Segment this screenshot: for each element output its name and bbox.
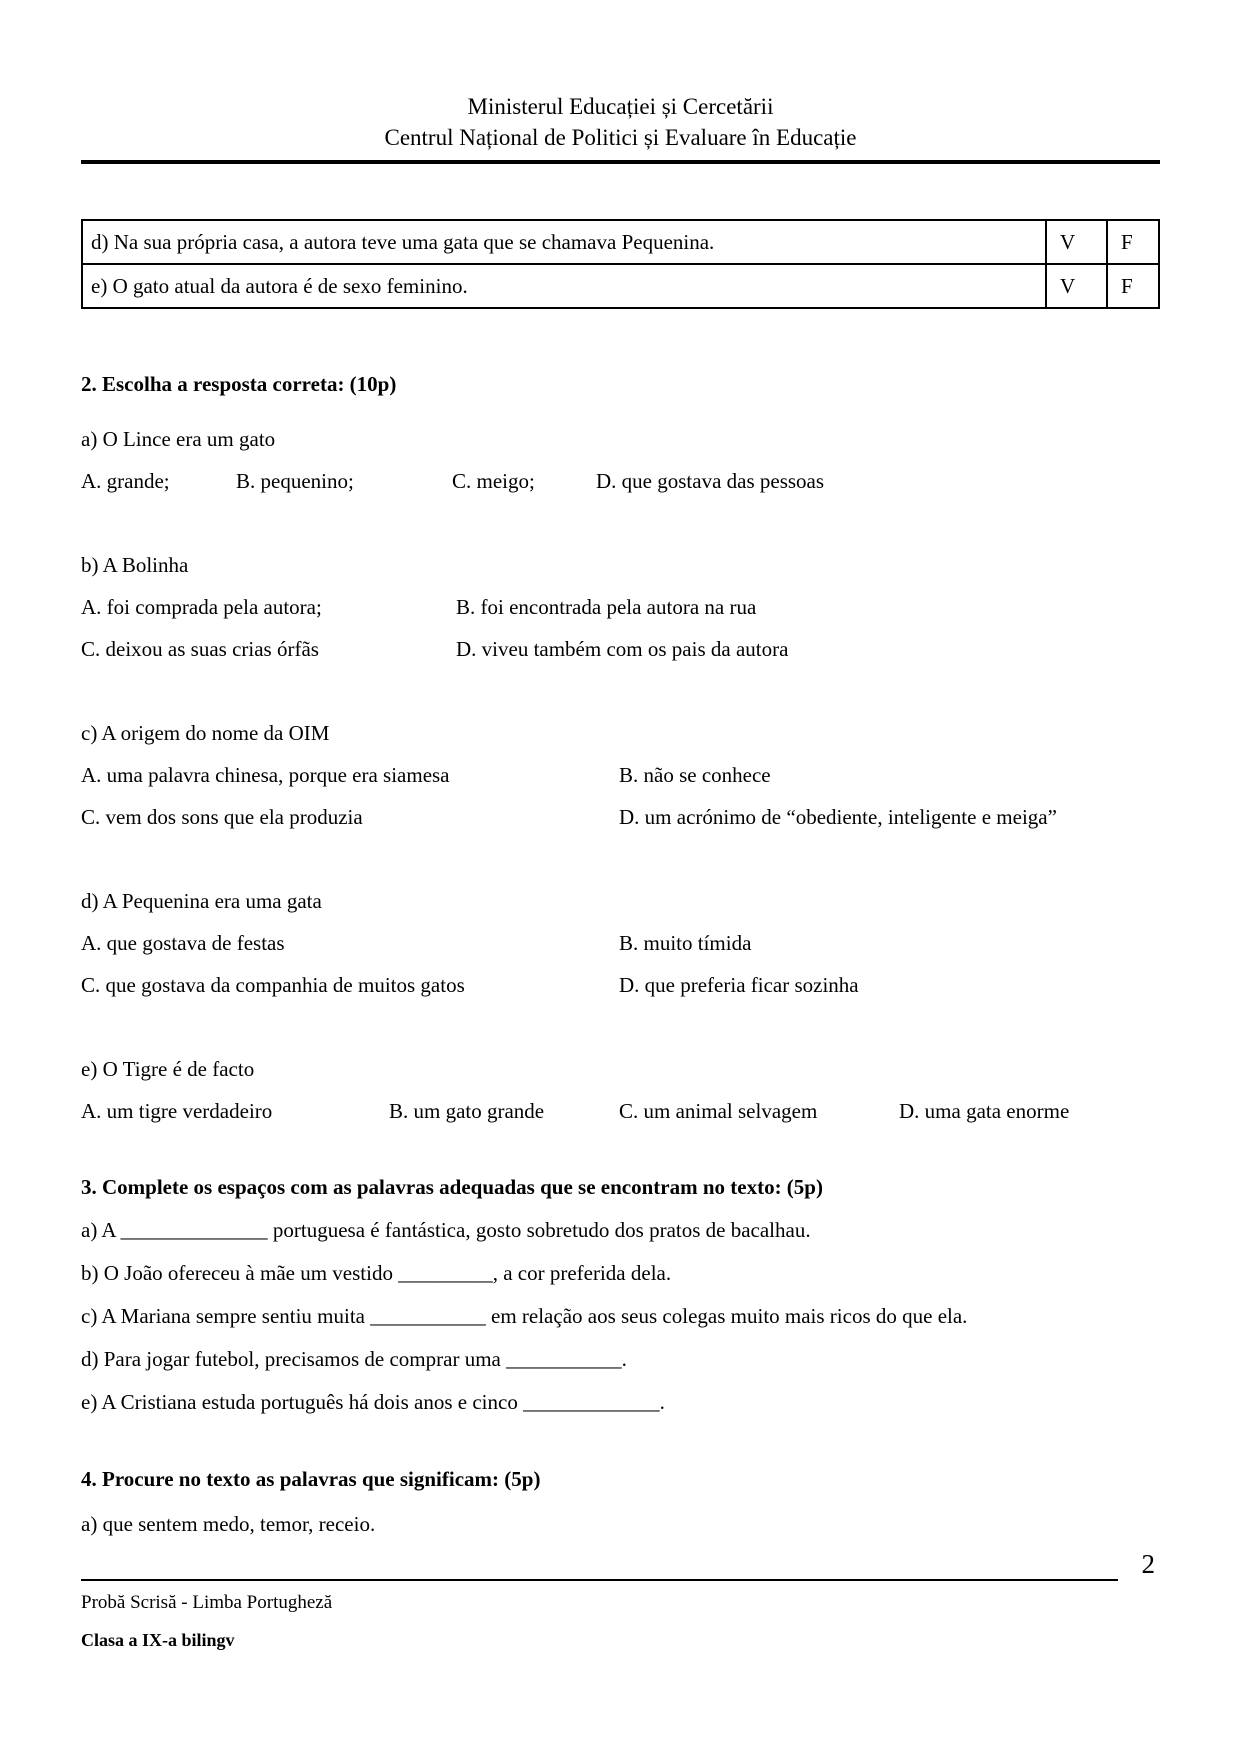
question-options [81, 636, 1160, 662]
option-a: A. grande; [81, 469, 170, 493]
fill-item-c: c) A Mariana sempre sentiu muita ___________ em relação aos seus colegas muito mais ricos do que ela. [81, 1304, 968, 1328]
question-e [81, 1056, 1160, 1124]
table-row [82, 264, 1159, 308]
option-b: B. um gato grande [389, 1099, 545, 1123]
find-item-a: a) que sentem medo, temor, receio. [81, 1512, 376, 1536]
question-options [81, 468, 1160, 494]
question-b [81, 552, 1160, 662]
question-options [81, 594, 1160, 620]
footer-divider [81, 1557, 1118, 1581]
option-a: A. foi comprada pela autora; [81, 595, 322, 619]
page-footer [81, 1547, 1155, 1651]
question-options [81, 930, 1160, 956]
question-prompt: c) A origem do nome da OIM [81, 721, 330, 745]
option-a: A. uma palavra chinesa, porque era siamesa [81, 763, 450, 787]
tf-statement: d) Na sua própria casa, a autora teve uma gata que se chamava Pequenina. [82, 220, 1046, 264]
footer-rule-row [81, 1547, 1155, 1581]
question-prompt: a) O Lince era um gato [81, 427, 276, 451]
fill-item-d: d) Para jogar futebol, precisamos de comprar uma ___________. [81, 1347, 627, 1371]
question-a [81, 426, 1160, 494]
question-prompt: e) O Tigre é de facto [81, 1057, 255, 1081]
question-c [81, 720, 1160, 830]
tf-v-cell: V [1046, 220, 1107, 264]
option-b: B. não se conhece [619, 763, 771, 787]
fill-item-b: b) O João ofereceu à mãe um vestido _________, a cor preferida dela. [81, 1261, 672, 1285]
footer-class-name: Clasa a IX-a bilingv [81, 1630, 235, 1650]
option-d: D. viveu também com os pais da autora [456, 637, 789, 661]
question-d [81, 888, 1160, 998]
question-options [81, 972, 1160, 998]
section3-title: 3. Complete os espaços com as palavras adequadas que se encontram no texto: (5p) [81, 1175, 823, 1199]
option-b: B. pequenino; [236, 469, 354, 493]
option-c: C. um animal selvagem [619, 1099, 818, 1123]
question-prompt: b) A Bolinha [81, 553, 189, 577]
option-d: D. um acrónimo de “obediente, inteligente e meiga” [619, 805, 1057, 829]
fill-item-e: e) A Cristiana estuda português há dois anos e cinco _____________. [81, 1390, 665, 1414]
header-line-1: Ministerul Educației și Cercetării [467, 94, 774, 119]
page-header [81, 0, 1160, 153]
option-c: C. vem dos sons que ela produzia [81, 805, 363, 829]
question-options [81, 762, 1160, 788]
tf-f-cell: F [1107, 264, 1159, 308]
true-false-table [81, 219, 1160, 309]
option-a: A. que gostava de festas [81, 931, 285, 955]
section4-title: 4. Procure no texto as palavras que significam: (5p) [81, 1467, 541, 1491]
table-row [82, 220, 1159, 264]
tf-v-cell: V [1046, 264, 1107, 308]
option-c: C. que gostava da companhia de muitos gatos [81, 973, 465, 997]
tf-statement: e) O gato atual da autora é de sexo feminino. [82, 264, 1046, 308]
footer-exam-name: Probă Scrisă - Limba Portugheză [81, 1592, 333, 1613]
header-divider [81, 160, 1160, 164]
option-c: C. meigo; [452, 469, 535, 493]
option-d: D. que preferia ficar sozinha [619, 973, 859, 997]
option-c: C. deixou as suas crias órfãs [81, 637, 319, 661]
question-options [81, 804, 1160, 830]
option-a: A. um tigre verdadeiro [81, 1099, 273, 1123]
option-b: B. muito tímida [619, 931, 752, 955]
question-options [81, 1098, 1160, 1124]
section2-title: 2. Escolha a resposta correta: (10p) [81, 372, 397, 396]
question-prompt: d) A Pequenina era uma gata [81, 889, 322, 913]
option-d: D. que gostava das pessoas [596, 469, 825, 493]
option-d: D. uma gata enorme [899, 1099, 1070, 1123]
fill-item-a: a) A ______________ portuguesa é fantástica, gosto sobretudo dos pratos de bacalhau. [81, 1218, 811, 1242]
tf-f-cell: F [1107, 220, 1159, 264]
page-number: 2 [1141, 1549, 1155, 1579]
header-line-2: Centrul Național de Politici și Evaluare în Educație [384, 125, 857, 150]
option-b: B. foi encontrada pela autora na rua [456, 595, 757, 619]
